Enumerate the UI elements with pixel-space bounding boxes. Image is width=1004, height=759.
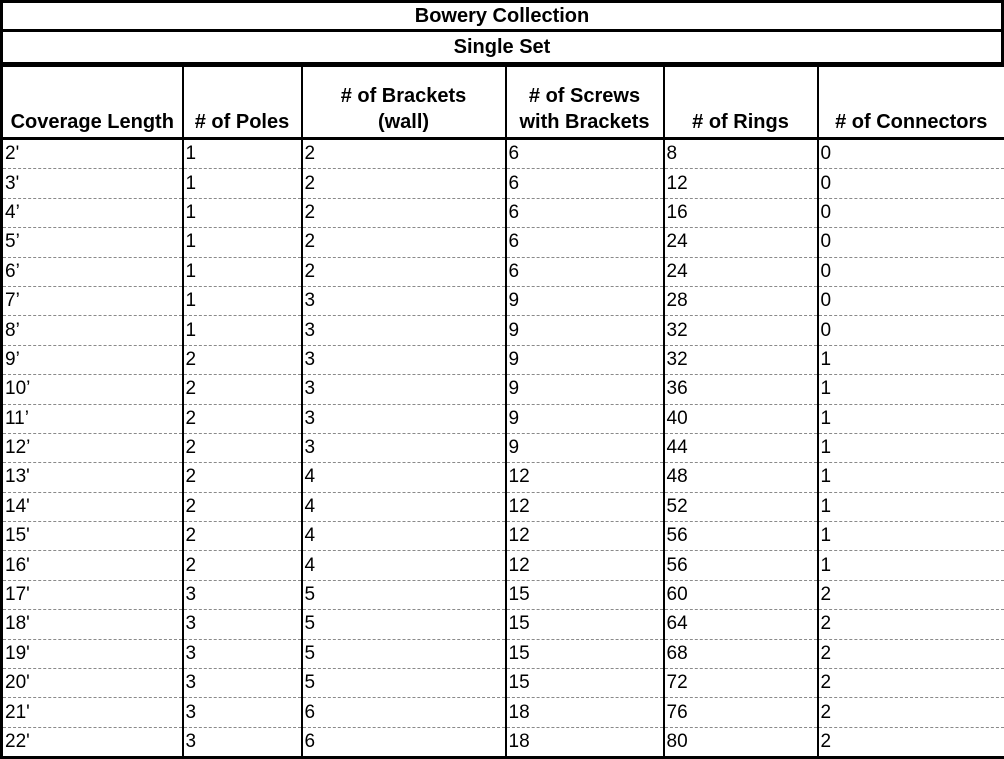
cell-screws[interactable]: 9 [506, 316, 664, 345]
table-row [2, 375, 1004, 404]
cell-connectors[interactable]: 1 [818, 522, 1004, 551]
table-row [2, 228, 1004, 257]
cell-brackets[interactable]: 5 [302, 580, 506, 609]
table-row [2, 639, 1004, 668]
cell-brackets[interactable]: 5 [302, 610, 506, 639]
cell-coverage-length[interactable]: 22' [2, 727, 183, 757]
cell-rings[interactable]: 44 [664, 433, 818, 462]
cell-brackets[interactable]: 3 [302, 345, 506, 374]
cell-poles[interactable]: 1 [183, 198, 302, 227]
table-row [2, 139, 1004, 169]
table-row [2, 169, 1004, 198]
cell-brackets[interactable]: 5 [302, 669, 506, 698]
cell-poles[interactable]: 2 [183, 492, 302, 521]
cell-brackets[interactable]: 3 [302, 433, 506, 462]
cell-rings[interactable]: 12 [664, 169, 818, 198]
cell-poles[interactable]: 2 [183, 463, 302, 492]
header-brackets [302, 66, 506, 139]
cell-poles[interactable]: 2 [183, 404, 302, 433]
cell-screws[interactable]: 9 [506, 345, 664, 374]
cell-brackets[interactable]: 2 [302, 228, 506, 257]
cell-connectors[interactable]: 2 [818, 727, 1004, 757]
bowery-collection-table [0, 64, 1004, 759]
cell-poles[interactable]: 1 [183, 316, 302, 345]
table-row [2, 551, 1004, 580]
cell-screws[interactable]: 6 [506, 257, 664, 286]
cell-brackets[interactable]: 4 [302, 492, 506, 521]
cell-coverage-length[interactable]: 5’ [2, 228, 183, 257]
cell-connectors[interactable]: 2 [818, 698, 1004, 727]
cell-coverage-length[interactable]: 8’ [2, 316, 183, 345]
cell-connectors[interactable]: 0 [818, 257, 1004, 286]
cell-rings[interactable]: 24 [664, 228, 818, 257]
table-row [2, 522, 1004, 551]
cell-poles[interactable]: 2 [183, 551, 302, 580]
cell-poles[interactable]: 2 [183, 522, 302, 551]
cell-screws[interactable]: 12 [506, 492, 664, 521]
cell-brackets[interactable]: 2 [302, 257, 506, 286]
header-rings [664, 66, 818, 139]
cell-coverage-length[interactable]: 3' [2, 169, 183, 198]
cell-brackets[interactable]: 2 [302, 139, 506, 169]
cell-rings[interactable]: 72 [664, 669, 818, 698]
cell-poles[interactable]: 3 [183, 639, 302, 668]
table-row [2, 727, 1004, 757]
table-row [2, 286, 1004, 315]
cell-rings[interactable]: 32 [664, 345, 818, 374]
table-row [2, 580, 1004, 609]
cell-poles[interactable]: 1 [183, 286, 302, 315]
cell-screws[interactable]: 18 [506, 727, 664, 757]
cell-connectors[interactable]: 2 [818, 639, 1004, 668]
table-row [2, 492, 1004, 521]
cell-connectors[interactable]: 0 [818, 169, 1004, 198]
cell-coverage-length[interactable]: 11’ [2, 404, 183, 433]
cell-screws[interactable]: 15 [506, 610, 664, 639]
header-text: # of Screws [529, 85, 640, 107]
cell-screws[interactable]: 9 [506, 375, 664, 404]
cell-screws[interactable]: 9 [506, 404, 664, 433]
cell-brackets[interactable]: 3 [302, 286, 506, 315]
table-body [2, 139, 1004, 758]
cell-rings[interactable]: 60 [664, 580, 818, 609]
cell-coverage-length[interactable]: 12’ [2, 433, 183, 462]
cell-connectors[interactable]: 1 [818, 463, 1004, 492]
cell-screws[interactable]: 6 [506, 139, 664, 169]
cell-coverage-length[interactable]: 13' [2, 463, 183, 492]
cell-brackets[interactable]: 2 [302, 169, 506, 198]
table-title: Bowery Collection [0, 0, 1004, 32]
cell-rings[interactable]: 8 [664, 139, 818, 169]
table-row [2, 316, 1004, 345]
header-coverage-length [2, 66, 183, 139]
table-row [2, 433, 1004, 462]
cell-rings[interactable]: 36 [664, 375, 818, 404]
cell-connectors[interactable]: 0 [818, 228, 1004, 257]
cell-screws[interactable]: 15 [506, 639, 664, 668]
cell-brackets[interactable]: 3 [302, 316, 506, 345]
cell-connectors[interactable]: 1 [818, 345, 1004, 374]
cell-rings[interactable]: 40 [664, 404, 818, 433]
cell-screws[interactable]: 18 [506, 698, 664, 727]
cell-screws[interactable]: 12 [506, 522, 664, 551]
cell-coverage-length[interactable]: 2' [2, 139, 183, 169]
cell-rings[interactable]: 32 [664, 316, 818, 345]
cell-poles[interactable]: 2 [183, 375, 302, 404]
header-connectors [818, 66, 1004, 139]
cell-screws[interactable]: 9 [506, 433, 664, 462]
cell-rings[interactable]: 16 [664, 198, 818, 227]
header-text: # of Poles [195, 111, 289, 133]
cell-coverage-length[interactable]: 15' [2, 522, 183, 551]
cell-rings[interactable]: 80 [664, 727, 818, 757]
header-text: # of Brackets [341, 85, 467, 107]
table-row [2, 698, 1004, 727]
cell-brackets[interactable]: 5 [302, 639, 506, 668]
cell-connectors[interactable]: 1 [818, 433, 1004, 462]
header-poles [183, 66, 302, 139]
cell-coverage-length[interactable]: 17' [2, 580, 183, 609]
cell-coverage-length[interactable]: 4’ [2, 198, 183, 227]
cell-screws[interactable]: 15 [506, 580, 664, 609]
cell-rings[interactable]: 68 [664, 639, 818, 668]
cell-coverage-length[interactable]: 19' [2, 639, 183, 668]
cell-screws[interactable]: 15 [506, 669, 664, 698]
cell-connectors[interactable]: 2 [818, 669, 1004, 698]
table-subtitle: Single Set [0, 32, 1004, 65]
cell-coverage-length[interactable]: 21' [2, 698, 183, 727]
table-row [2, 345, 1004, 374]
cell-screws[interactable]: 9 [506, 286, 664, 315]
cell-brackets[interactable]: 4 [302, 522, 506, 551]
table-row [2, 257, 1004, 286]
header-text: with Brackets [519, 111, 649, 133]
cell-connectors[interactable]: 2 [818, 610, 1004, 639]
cell-brackets[interactable]: 6 [302, 727, 506, 757]
cell-connectors[interactable]: 1 [818, 551, 1004, 580]
table-row [2, 669, 1004, 698]
cell-rings[interactable]: 64 [664, 610, 818, 639]
cell-rings[interactable]: 28 [664, 286, 818, 315]
cell-poles[interactable]: 3 [183, 727, 302, 757]
cell-rings[interactable]: 56 [664, 522, 818, 551]
cell-rings[interactable]: 76 [664, 698, 818, 727]
cell-connectors[interactable]: 0 [818, 316, 1004, 345]
cell-poles[interactable]: 1 [183, 139, 302, 169]
cell-screws[interactable]: 12 [506, 551, 664, 580]
header-text: (wall) [378, 111, 429, 133]
cell-brackets[interactable]: 6 [302, 698, 506, 727]
cell-rings[interactable]: 56 [664, 551, 818, 580]
cell-poles[interactable]: 1 [183, 169, 302, 198]
cell-connectors[interactable]: 2 [818, 580, 1004, 609]
cell-brackets[interactable]: 3 [302, 404, 506, 433]
cell-coverage-length[interactable]: 9’ [2, 345, 183, 374]
header-text: Coverage Length [11, 111, 174, 133]
table-row [2, 610, 1004, 639]
cell-brackets[interactable]: 3 [302, 375, 506, 404]
cell-screws[interactable]: 6 [506, 169, 664, 198]
cell-coverage-length[interactable]: 16' [2, 551, 183, 580]
cell-brackets[interactable]: 4 [302, 551, 506, 580]
table-row [2, 404, 1004, 433]
cell-poles[interactable]: 1 [183, 257, 302, 286]
header-row [2, 66, 1004, 139]
header-screws [506, 66, 664, 139]
cell-coverage-length[interactable]: 6’ [2, 257, 183, 286]
header-text: # of Rings [692, 111, 789, 133]
cell-connectors[interactable]: 1 [818, 404, 1004, 433]
cell-coverage-length[interactable]: 10’ [2, 375, 183, 404]
cell-rings[interactable]: 52 [664, 492, 818, 521]
cell-brackets[interactable]: 2 [302, 198, 506, 227]
cell-coverage-length[interactable]: 20' [2, 669, 183, 698]
header-text: # of Connectors [835, 111, 987, 133]
cell-brackets[interactable]: 4 [302, 463, 506, 492]
cell-rings[interactable]: 48 [664, 463, 818, 492]
cell-connectors[interactable]: 1 [818, 375, 1004, 404]
table-row [2, 198, 1004, 227]
cell-poles[interactable]: 3 [183, 669, 302, 698]
cell-screws[interactable]: 6 [506, 198, 664, 227]
cell-coverage-length[interactable]: 14' [2, 492, 183, 521]
cell-screws[interactable]: 6 [506, 228, 664, 257]
cell-connectors[interactable]: 0 [818, 198, 1004, 227]
cell-coverage-length[interactable]: 7’ [2, 286, 183, 315]
cell-poles[interactable]: 3 [183, 610, 302, 639]
cell-coverage-length[interactable]: 18' [2, 610, 183, 639]
table-row [2, 463, 1004, 492]
cell-rings[interactable]: 24 [664, 257, 818, 286]
cell-connectors[interactable]: 0 [818, 139, 1004, 169]
cell-poles[interactable]: 2 [183, 433, 302, 462]
cell-poles[interactable]: 2 [183, 345, 302, 374]
cell-poles[interactable]: 3 [183, 698, 302, 727]
cell-connectors[interactable]: 0 [818, 286, 1004, 315]
cell-poles[interactable]: 3 [183, 580, 302, 609]
cell-screws[interactable]: 12 [506, 463, 664, 492]
cell-connectors[interactable]: 1 [818, 492, 1004, 521]
cell-poles[interactable]: 1 [183, 228, 302, 257]
